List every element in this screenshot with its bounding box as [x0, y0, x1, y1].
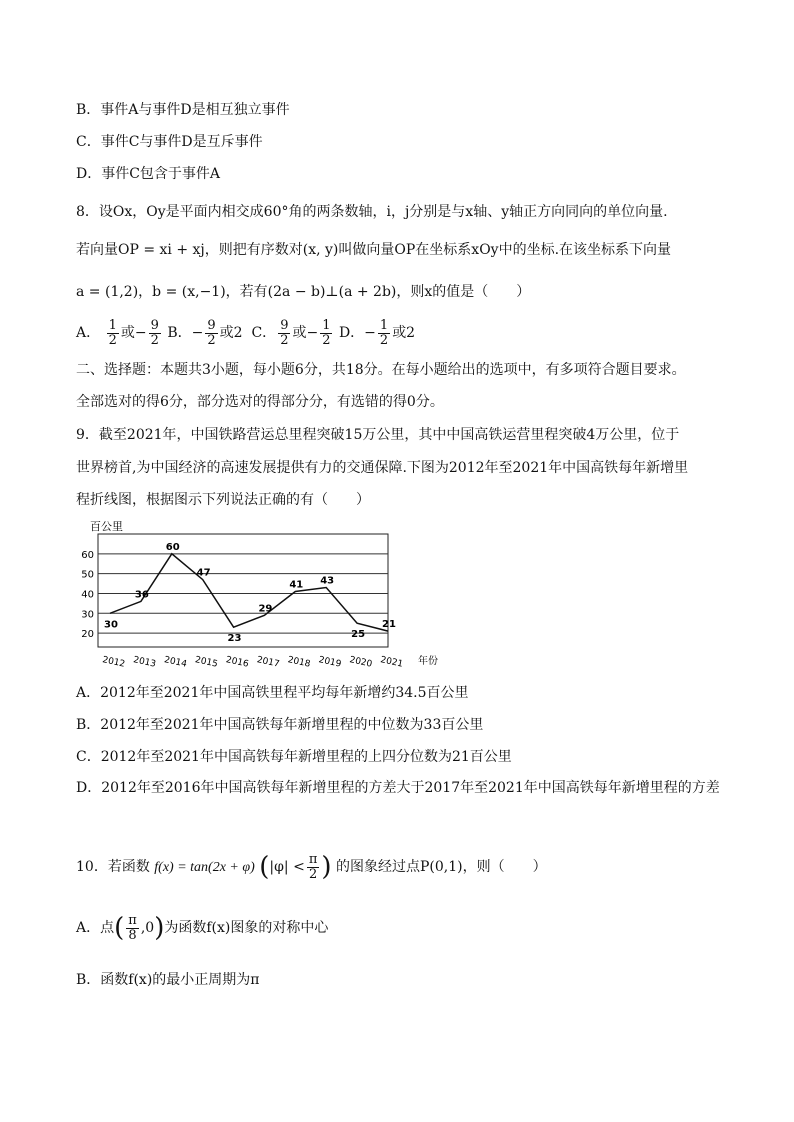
chart-y-axis-label: 百公里 [90, 520, 123, 533]
chart-y-tick-label: 30 [81, 609, 94, 621]
q8-opt-a-frac2 [149, 319, 161, 348]
chart-x-tick-label: 2019 [317, 655, 343, 670]
q10-pi-over-8 [126, 914, 139, 943]
q7-option-c: C．事件C与事件D是互斥事件 [76, 134, 263, 150]
q10-function: f(x) = tan(2x + φ) [154, 860, 255, 875]
frac-numerator: π [128, 912, 137, 928]
paren-open: ( [259, 852, 270, 882]
chart-x-tick-label: 2016 [224, 655, 250, 670]
chart-data-label: 60 [165, 541, 180, 553]
chart-x-axis-label: 年份 [418, 656, 438, 667]
q10-stem [76, 852, 547, 883]
q9-option-d: D．2012年至2016年中国高铁每年新增里程的方差大于2017年至2021年中国高铁每年新增里程的方差 [76, 780, 720, 796]
chart-x-ticks [101, 655, 403, 670]
q10-stem-prefix: 10．若函数 [76, 859, 150, 875]
rail-mileage-line-chart [76, 518, 446, 670]
chart-y-tick-label: 50 [81, 569, 94, 581]
q8-stem-line2-prefix: 若向量 [76, 242, 118, 258]
q8-opt-d-label: D．− [338, 325, 376, 341]
q7-option-d: D．事件C包含于事件A [76, 166, 221, 182]
chart-x-tick-label: 2012 [101, 655, 126, 670]
frac-numerator: π [308, 851, 318, 867]
frac-denominator: 2 [379, 332, 389, 348]
q8-opt-c-label: C． [251, 325, 277, 341]
chart-y-tick-label: 60 [81, 549, 94, 561]
chart-series-line [110, 554, 388, 631]
frac-numerator: 9 [280, 317, 289, 333]
frac-denominator: 2 [150, 332, 159, 348]
q9-stem-line2: 世界榜首,为中国经济的高速发展提供有力的交通保障.下图为2012年至2021年中国高铁每年新增里 [76, 460, 689, 476]
q8-opt-b-label: B．− [167, 325, 204, 341]
chart-x-tick-label: 2013 [132, 655, 157, 670]
q8-opt-d-frac [378, 319, 390, 348]
q8-stem-line1: 8．设Ox，Oy是平面内相交成60°角的两条数轴，i，j分别是与x轴、y轴正方向同向的单位向量. [76, 204, 668, 220]
chart-data-label: 41 [289, 579, 304, 591]
q8-stem-line2-rest: OP = xi + xj，则把有序数对(x, y)叫做向量OP在坐标系xOy中的坐标.在该坐标系下向量 [118, 242, 672, 258]
frac-denominator: 2 [308, 866, 318, 882]
q8-options [76, 318, 415, 348]
chart-data-label: 47 [196, 567, 211, 579]
chart-x-tick-label: 2018 [286, 655, 312, 670]
frac-denominator: 2 [108, 332, 117, 348]
q8-opt-a-or: 或− [120, 325, 147, 341]
q10-option-b: B．函数f(x)的最小正周期为π [76, 972, 260, 988]
frac-numerator: 1 [108, 317, 117, 333]
chart-x-tick-label: 2017 [255, 655, 281, 670]
chart-x-tick-label: 2021 [379, 655, 404, 670]
chart-data-label: 29 [258, 603, 273, 615]
q10-option-a [76, 913, 328, 943]
q9-stem-line1: 9．截至2021年，中国铁路营运总里程突破15万公里，其中中国高铁运营里程突破4万公里，位于 [76, 427, 680, 443]
frac-denominator: 2 [280, 332, 289, 348]
chart-data-label: 23 [227, 633, 242, 645]
chart-y-ticks [81, 550, 94, 640]
frac-denominator: 2 [322, 332, 331, 348]
q8-opt-b-tail: 或2 [219, 325, 243, 341]
paren-close: ) [154, 913, 165, 943]
frac-denominator: 2 [207, 332, 216, 348]
q8-stem-line2 [76, 240, 671, 260]
q9-option-a: A．2012年至2021年中国高铁里程平均每年新增约34.5百公里 [76, 685, 469, 701]
q10-condition: |φ| < [269, 859, 305, 875]
q8-opt-c-or: 或− [292, 325, 319, 341]
q8-opt-c-frac1 [278, 319, 290, 348]
q8-stem-line3: a = (1,2)，b = (x,−1)，若有(2a − b)⊥(a + 2b)，则x的值是（ ） [76, 284, 531, 300]
frac-denominator: 8 [128, 927, 137, 943]
q10-pi-over-2 [307, 853, 320, 882]
q8-opt-a-frac1 [107, 319, 119, 348]
frac-numerator: 1 [379, 317, 389, 333]
chart-x-tick-label: 2020 [348, 655, 373, 670]
chart-data-label: 36 [134, 589, 149, 601]
q9-stem-line3: 程折线图，根据图示下列说法正确的有（ ） [76, 492, 370, 508]
q10-stem-suffix: 的图象经过点P(0,1)，则（ ） [335, 859, 547, 875]
frac-numerator: 1 [322, 317, 331, 333]
q7-option-b: B．事件A与事件D是相互独立事件 [76, 102, 290, 118]
chart-x-tick-label: 2014 [163, 655, 188, 670]
q10-opt-a-prefix: A．点 [76, 920, 115, 936]
frac-numerator: 9 [207, 317, 216, 333]
chart-data-label: 25 [351, 629, 366, 641]
chart-data-label: 21 [382, 619, 396, 631]
chart-x-tick-label: 2015 [194, 655, 219, 670]
paren-open: ( [114, 913, 125, 943]
chart-data-label: 43 [320, 575, 335, 587]
q10-opt-a-suffix: 为函数f(x)图象的对称中心 [164, 920, 329, 936]
section2-line2: 全部选对的得6分，部分选对的得部分分，有选错的得0分。 [76, 394, 444, 410]
q9-option-b: B．2012年至2021年中国高铁每年新增里程的中位数为33百公里 [76, 717, 484, 733]
chart-data-label: 30 [104, 619, 118, 631]
q8-opt-c-frac2 [320, 319, 332, 348]
q9-option-c: C．2012年至2021年中国高铁每年新增里程的上四分位数为21百公里 [76, 749, 512, 765]
q8-opt-d-tail: 或2 [392, 325, 416, 341]
q8-opt-a-label: A． [76, 325, 101, 341]
q8-opt-b-frac [205, 319, 217, 348]
chart-y-tick-label: 40 [81, 589, 94, 601]
paren-close: ) [321, 852, 332, 882]
q10-opt-a-zero: ,0 [140, 920, 155, 936]
section2-line1: 二、选择题：本题共3小题，每小题6分，共18分。在每小题给出的选项中，有多项符合题目要求。 [76, 362, 686, 378]
chart-y-tick-label: 20 [81, 629, 94, 641]
frac-numerator: 9 [150, 317, 159, 333]
